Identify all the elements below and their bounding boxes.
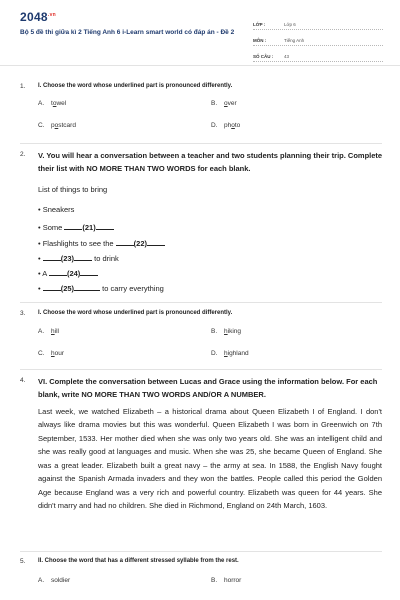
question-number: 2. xyxy=(20,151,26,158)
meta-count-label: SỐ CÂU : xyxy=(253,54,274,59)
things-list xyxy=(38,185,165,299)
question-text: I. Choose the word whose underlined part is pronounced differently. xyxy=(38,310,233,316)
meta-count-value: 43 xyxy=(284,54,290,59)
list-title: List of things to bring xyxy=(38,185,108,194)
option-d[interactable]: D. ph o to xyxy=(211,122,241,129)
option-a[interactable]: A. t o wel xyxy=(38,100,67,107)
list-item: • Sneakers xyxy=(38,205,75,215)
meta-subject-label: MÔN : xyxy=(253,38,267,43)
meta-class-row xyxy=(253,14,383,30)
site-logo[interactable]: $2048^{.vn}$ xyxy=(20,10,57,24)
meta-class-value: Lớp 6 xyxy=(284,22,296,27)
divider xyxy=(20,551,382,552)
divider xyxy=(20,369,382,370)
page-header xyxy=(0,0,400,66)
document-meta xyxy=(253,14,383,62)
document-title: Bộ 5 đề thi giữa kì 2 Tiếng Anh 6 i-Learn smart world có đáp án - Đề 2 xyxy=(20,29,235,36)
option-a[interactable]: A. h ill xyxy=(38,328,59,335)
option-d[interactable]: D. h ighland xyxy=(211,350,249,357)
question-text: II. Choose the word that has a different stressed syllable from the rest. xyxy=(38,558,239,564)
question-text: I. Choose the word whose underlined part is pronounced differently. xyxy=(38,83,233,89)
meta-count-row xyxy=(253,46,383,62)
question-number: 1. xyxy=(20,83,26,90)
list-item[interactable]: • Flashlights to see the (22) xyxy=(38,239,165,254)
question-number: 3. xyxy=(20,310,26,317)
meta-subject-value: Tiếng Anh xyxy=(284,38,305,43)
option-b[interactable]: B. o ver xyxy=(211,100,237,107)
question-text: VI. Complete the conversation between Lucas and Grace using the information below. For each blank, write NO MORE THAN TWO WORDS AND/OR A NUMBER. xyxy=(38,377,378,399)
meta-class-label: LỚP : xyxy=(253,22,266,27)
divider xyxy=(20,302,382,303)
divider xyxy=(20,143,382,144)
list-item[interactable]: • Some (21) xyxy=(38,223,165,238)
option-a[interactable]: A. soldier xyxy=(38,577,71,584)
list-item[interactable]: • (25) to carry everything xyxy=(38,284,164,294)
list-item[interactable]: • A (24) xyxy=(38,269,165,284)
meta-subject-row xyxy=(253,30,383,46)
option-b[interactable]: B. h iking xyxy=(211,328,241,335)
reading-passage: Last week, we watched Elizabeth – a historical drama about Queen Elizabeth I of England. I don't always like drama movies but this was wonderful. Queen Elizabeth I was born in Greenwich on 7th September, 1533. Her mother died when she was only two years old. She was an intelligent child and she was really good at languages and music. When she was 25, she became Queen of England. She was a great leader. Elizabeth built a great navy – the army at sea. In 1588, the English Navy fought against the Spanish Armada invaders and they won the battles. People called this period the Golden Age because England was a very rich and powerful country. Elizabeth was queen for 44 years. She didn't marry and had no children. She died in Richmond, England on 24th March, 1603. xyxy=(38,407,382,511)
option-c[interactable]: C. p o stcard xyxy=(38,122,76,129)
question-number: 5. xyxy=(20,558,26,565)
question-text: V. You will hear a conversation between a teacher and two students planning their trip. Complete their list with NO MORE THAN TWO WORDS for each blank. xyxy=(38,151,383,173)
list-item[interactable]: • (23) to drink xyxy=(38,253,119,263)
question-number: 4. xyxy=(20,377,26,384)
option-c[interactable]: C. h our xyxy=(38,350,65,357)
option-b[interactable]: B. horror xyxy=(211,577,242,584)
